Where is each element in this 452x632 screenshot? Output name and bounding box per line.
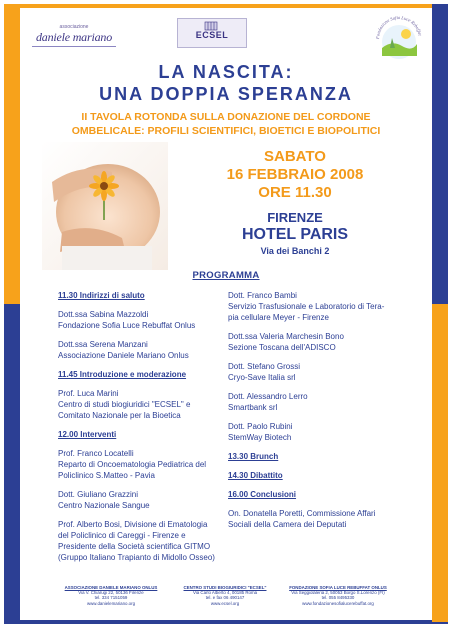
programma-section-heading: 13.30 Brunch <box>228 452 279 461</box>
programma-spacer <box>228 383 398 391</box>
footer-ecsel <box>170 585 280 606</box>
logo-left-name: daniele mariano <box>36 30 112 44</box>
left-orange-stripe <box>4 4 20 304</box>
footer-heading: ASSOCIAZIONE DANIELE MARIANO ONLUS <box>64 585 158 590</box>
programma-line: Dott.ssa Sabina Mazzoldi <box>58 310 149 319</box>
programma-line: Dott. Franco Bambi <box>228 291 297 300</box>
programma-line: StemWay Biotech <box>228 433 292 442</box>
programma-line: Presidente della Società scientifica GITMO <box>58 542 211 551</box>
programma-line: Centro di studi biogiuridici "ECSEL" e <box>58 400 191 409</box>
programma-line: Servizio Trasfusionale e Laboratorio di Tera- <box>228 302 385 311</box>
logo-right-arc-text: Fondazione Sofia Luce Rebuffat <box>374 14 423 40</box>
programma-line: On. Donatella Poretti, Commissione Affari <box>228 509 376 518</box>
programma-line: Prof. Luca Marini <box>58 389 119 398</box>
footer-link[interactable]: www.danielemariano.org <box>86 600 136 606</box>
footer-line: Via Seggiolaleria 2, 50053 Borgo S.Lorenzo (FI) <box>291 590 385 596</box>
logo-left-underline <box>32 46 116 47</box>
programma-spacer <box>58 301 233 309</box>
programma-section-heading: 12.00 Interventi <box>58 430 117 439</box>
programma-line: Dott. Stefano Grossi <box>228 362 301 371</box>
bottom-border <box>4 620 448 624</box>
logo-left-small-text: associazione <box>59 24 89 30</box>
programma-spacer <box>228 413 398 421</box>
footer-line: tel. 334 7151059 <box>94 595 128 601</box>
event-date: 16 FEBBRAIO 2008 <box>226 166 364 183</box>
programma-line: Prof. Franco Locatelli <box>58 449 134 458</box>
main-title-line2: UNA DOPPIA SPERANZA <box>99 84 353 104</box>
programma-line: Dott. Giuliano Grazzini <box>58 490 139 499</box>
programma-section-heading: 11.30 Indirizzi di saluto <box>58 291 145 300</box>
footer-line: tel. e fax 06 490147 <box>205 595 245 601</box>
main-title-line1: LA NASCITA: <box>158 62 294 82</box>
footer-heading: FONDAZIONE SOFIA LUCE REBUFFAT ONLUS <box>289 585 387 590</box>
logo-fondazione-sofia-luce <box>372 12 426 66</box>
logo-daniele-mariano <box>26 14 122 54</box>
footer-fondazione <box>278 585 398 606</box>
programma-line: (Gruppo Italiano Trapianto di Midollo Osseo) <box>58 553 215 562</box>
programma-spacer <box>228 481 398 489</box>
subtitle-line2: OMBELICALE: PROFILI SCIENTIFICI, BIOETICI E BIOPOLITICI <box>71 125 381 137</box>
programma-spacer <box>58 421 233 429</box>
programma-spacer <box>58 380 233 388</box>
event-address: Via dei Banchi 2 <box>260 246 330 256</box>
programma-line: Cryo-Save Italia srl <box>228 373 296 382</box>
pregnant-woman-photo <box>42 142 168 270</box>
programma-spacer <box>228 353 398 361</box>
logo-mid-text: ECSEL <box>195 30 229 40</box>
programma-spacer <box>228 443 398 451</box>
event-city: FIRENZE <box>267 210 323 225</box>
programma-section-heading: 16.00 Conclusioni <box>228 490 297 499</box>
top-border <box>4 4 448 8</box>
right-orange-stripe <box>432 304 448 622</box>
programma-spacer <box>58 440 233 448</box>
programma-line: del Policlinico di Careggi - Firenze e <box>58 531 186 540</box>
programma-line: Policlinico S.Matteo - Pavia <box>58 471 155 480</box>
programma-line: Reparto di Oncoematologia Pediatrica del <box>58 460 207 469</box>
right-blue-stripe <box>432 4 448 304</box>
programma-heading: PROGRAMMA <box>192 270 260 281</box>
programma-line: Associazione Daniele Mariano Onlus <box>58 351 189 360</box>
programma-spacer <box>58 481 233 489</box>
event-day: SABATO <box>264 148 326 165</box>
programma-line: Sociali della Camera dei Deputati <box>228 520 347 529</box>
footer-link[interactable]: www.fondazionesofialucerebuffat.org <box>302 600 374 606</box>
subtitle-line1: II TAVOLA ROTONDA SULLA DONAZIONE DEL CORDONE <box>81 111 371 123</box>
programma-spacer <box>228 323 398 331</box>
footer-line: tel. 055 8495330 <box>321 595 355 601</box>
event-time: ORE 11.30 <box>258 184 332 201</box>
programma-line: pia cellulare Meyer - Firenze <box>228 313 329 322</box>
event-venue: HOTEL PARIS <box>241 226 349 243</box>
programma-left-column <box>58 290 233 563</box>
footer-line: Via V. Chiarugi 22, 50136 Firenze <box>78 590 144 596</box>
programma-line: Smartbank srl <box>228 403 278 412</box>
footer-link[interactable]: www.ecsel.org <box>210 600 240 606</box>
programma-right-column <box>228 290 398 530</box>
programma-line: Centro Nazionale Sangue <box>58 501 150 510</box>
programma-spacer <box>58 511 233 519</box>
programma-line: Dott.ssa Valeria Marchesin Bono <box>228 332 344 341</box>
footer-heading: CENTRO STUDI BIOGIURIDICI "ECSEL" <box>183 585 267 590</box>
programma-spacer <box>228 462 398 470</box>
footer-line: Via Carlo Alberto 4, 00185 Roma <box>192 590 258 596</box>
programma-spacer <box>58 361 233 369</box>
left-blue-stripe <box>4 304 20 622</box>
logo-ecsel <box>177 18 247 48</box>
programma-line: Dott.ssa Serena Manzani <box>58 340 148 349</box>
programma-spacer <box>58 331 233 339</box>
programma-line: Sezione Toscana dell'ADISCO <box>228 343 336 352</box>
programma-line: Dott. Alessandro Lerro <box>228 392 308 401</box>
footer-daniele-mariano <box>56 585 166 606</box>
programma-section-heading: 11.45 Introduzione e moderazione <box>58 370 187 379</box>
programma-section-heading: 14.30 Dibattito <box>228 471 283 480</box>
programma-line: Comitato Nazionale per la Bioetica <box>58 411 181 420</box>
programma-line: Dott. Paolo Rubini <box>228 422 293 431</box>
programma-line: Fondazione Sofia Luce Rebuffat Onlus <box>58 321 196 330</box>
programma-spacer <box>228 500 398 508</box>
programma-line: Prof. Alberto Bosi, Divisione di Ematologia <box>58 520 208 529</box>
